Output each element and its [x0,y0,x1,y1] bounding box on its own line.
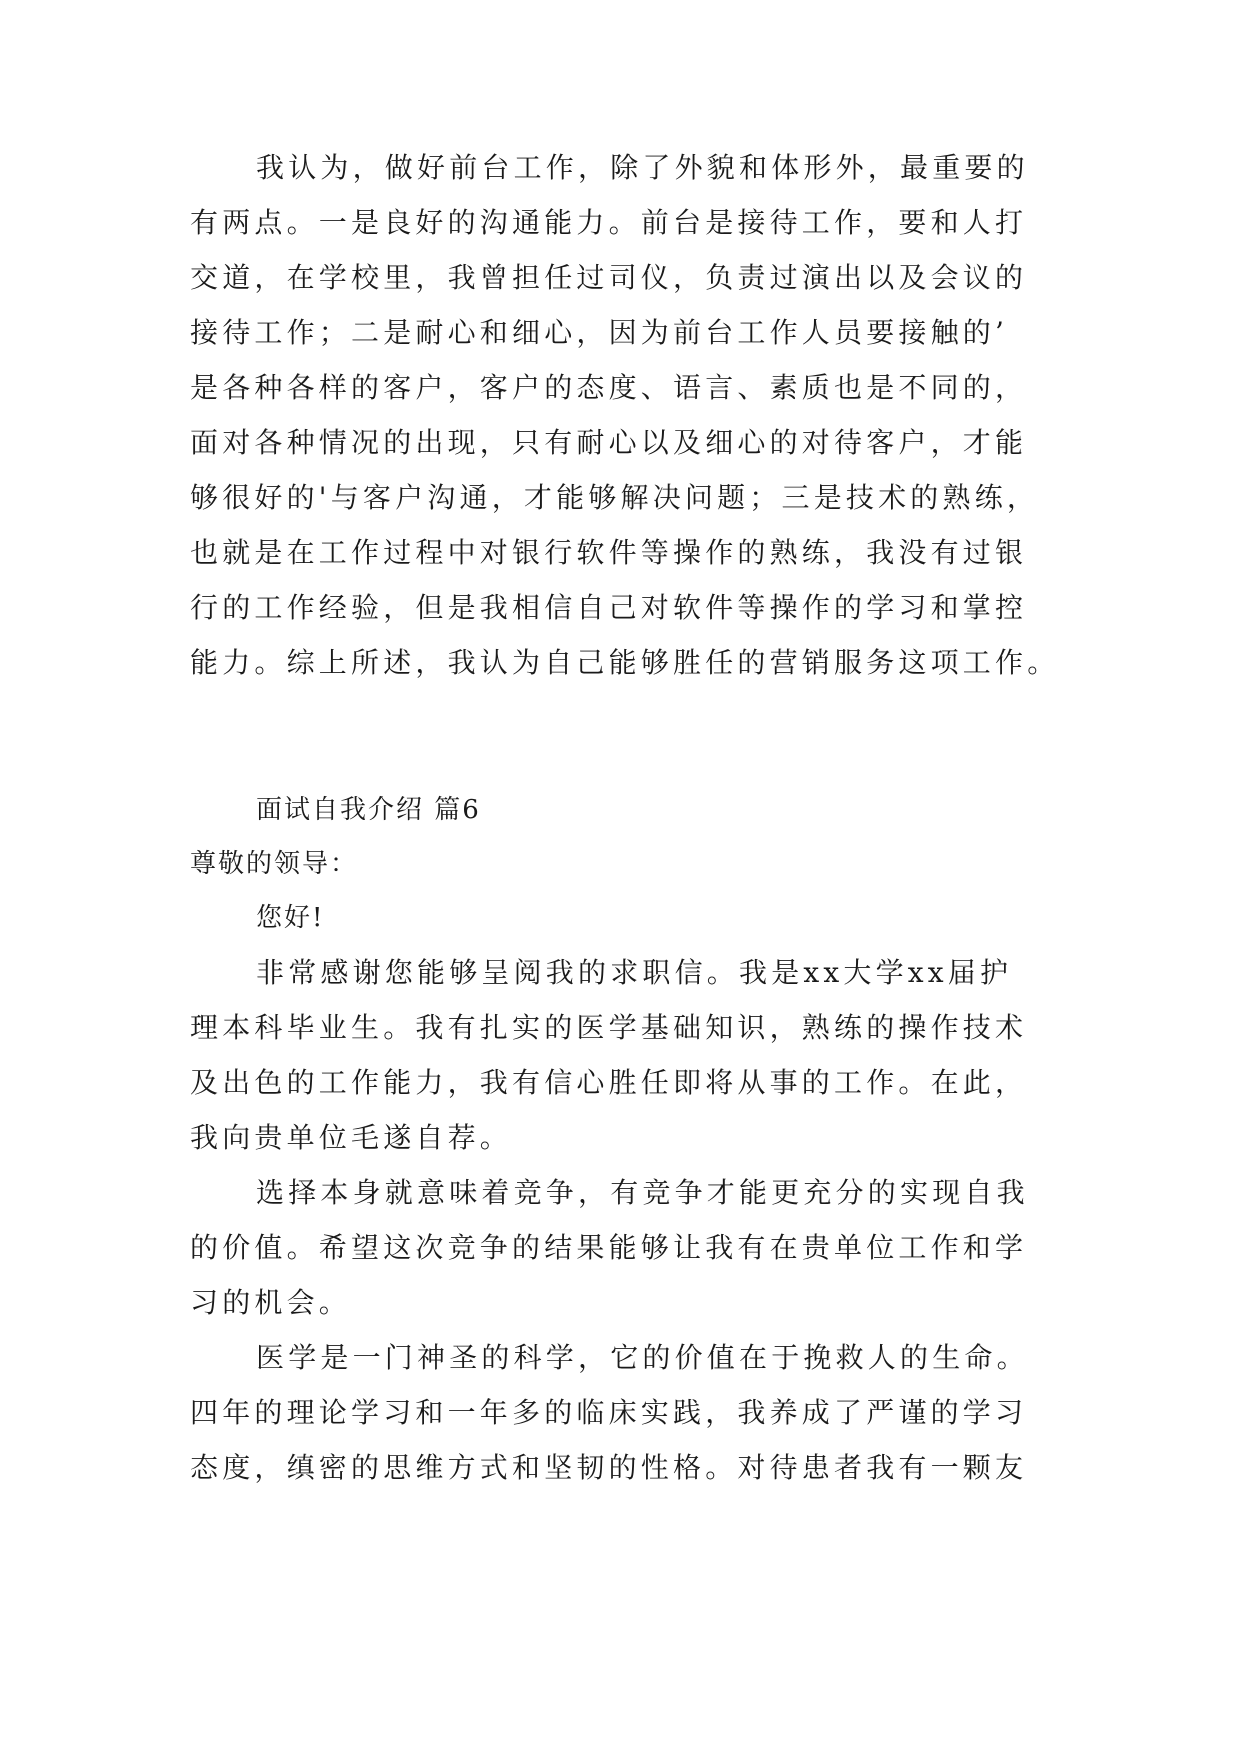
paragraph-3-line-2: 的价值。希望这次竞争的结果能够让我有在贵单位工作和学 [190,1231,1028,1264]
section-heading: 面试自我介绍 篇6 [256,795,481,825]
paragraph-1-line-6: 面对各种情况的出现，只有耐心以及细心的对待客户，才能 [190,426,1028,459]
paragraph-2-line-1: 非常感谢您能够呈阅我的求职信。我是xx大学xx届护 [256,956,1013,989]
paragraph-4-line-1: 医学是一门神圣的科学，它的价值在于挽救人的生命。 [256,1341,1029,1374]
paragraph-1-line-8: 也就是在工作过程中对银行软件等操作的熟练，我没有过银 [190,536,1028,569]
paragraph-2-line-2: 理本科毕业生。我有扎实的医学基础知识，熟练的操作技术 [190,1011,1028,1044]
paragraph-1-line-5: 是各种各样的客户，客户的态度、语言、素质也是不同的， [190,371,1028,404]
paragraph-1-line-4: 接待工作；二是耐心和细心，因为前台工作人员要接触的’ [190,316,1009,349]
paragraph-2-line-3: 及出色的工作能力，我有信心胜任即将从事的工作。在此， [190,1066,1028,1099]
paragraph-1-line-1: 我认为，做好前台工作，除了外貌和体形外，最重要的 [256,151,1029,184]
paragraph-1-line-3: 交道，在学校里，我曾担任过司仪，负责过演出以及会议的 [190,261,1028,294]
greeting: 您好! [256,903,325,933]
paragraph-3-line-1: 选择本身就意味着竞争，有竞争才能更充分的实现自我 [256,1176,1029,1209]
paragraph-1-line-9: 行的工作经验，但是我相信自己对软件等操作的学习和掌控 [190,591,1028,624]
paragraph-1-line-2: 有两点。一是良好的沟通能力。前台是接待工作，要和人打 [190,206,1028,239]
paragraph-1-line-7: 够很好的'与客户沟通，才能够解决问题；三是技术的熟练， [190,481,1040,514]
paragraph-3-line-3: 习的机会。 [190,1286,352,1319]
paragraph-4-line-2: 四年的理论学习和一年多的临床实践，我养成了严谨的学习 [190,1396,1028,1429]
paragraph-1-line-10: 能力。综上所述，我认为自己能够胜任的营销服务这项工作。 [190,646,1060,679]
salutation: 尊敬的领导： [190,849,359,879]
paragraph-2-line-4: 我向贵单位毛遂自荐。 [190,1121,513,1154]
paragraph-4-line-3: 态度，缜密的思维方式和坚韧的性格。对待患者我有一颗友 [190,1451,1028,1484]
